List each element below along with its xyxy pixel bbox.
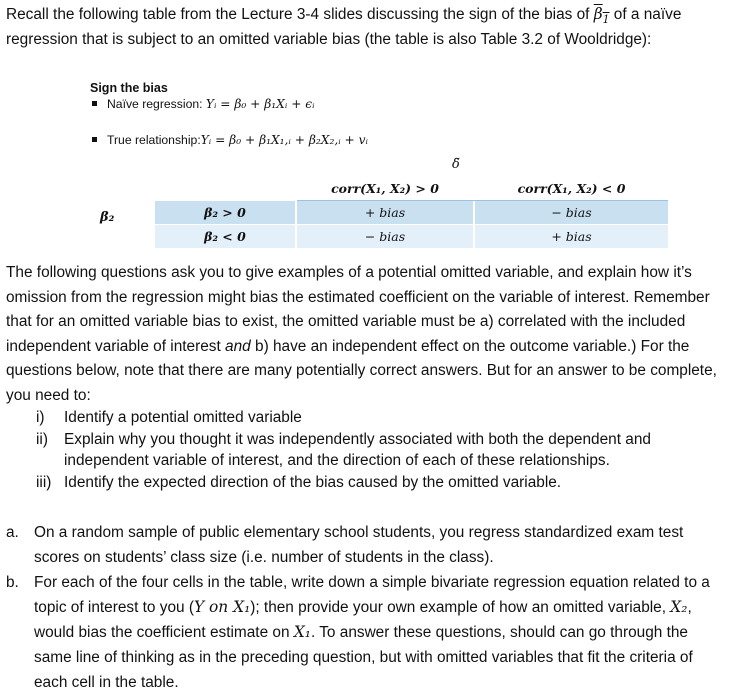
header-corr-positive: corr(X₁, X₂) > 0 (297, 177, 473, 200)
list-marker: iii) (36, 473, 52, 491)
true-relationship-equation: Yᵢ = β₀ + β₁X₁,ᵢ + β₂X₂,ᵢ + vᵢ (200, 133, 368, 147)
list-marker: ii) (36, 430, 48, 448)
bullet2-label: True relationship: (107, 133, 201, 147)
list-item (36, 472, 728, 494)
question-marker: a. (6, 524, 19, 541)
cell-positive-positive: + bias (297, 201, 473, 224)
instructions-text-2: b) have an independent effect on the outcome variable.) For the questions below, note that there are many potentially correct answers. But for an answer to be complete, you need to: (6, 337, 717, 404)
bullet-square-icon (92, 137, 97, 142)
question-b-text-2: ); then provide your own example of how an omitted variable, (250, 599, 671, 616)
list-marker: i) (36, 409, 45, 426)
bullet-square-icon (92, 101, 97, 106)
instructions-and-emphasis: and (225, 337, 251, 355)
slide-title: Sign the bias (90, 81, 168, 95)
list-item-text: Explain why you thought it was independently associated with both the dependent and independent variable of interest, and the direction of each of these relationships. (64, 430, 651, 469)
row-label-beta2-negative: β₂ < 0 (155, 225, 295, 248)
table-row (0, 225, 732, 248)
question-b-text-3: , would bias the coefficient estimate on (34, 599, 692, 641)
table-row (0, 201, 732, 224)
delta-tilde-header: δ̃ (452, 157, 460, 172)
question-a-text: On a random sample of public elementary school students, you regress standardized exam test scores on students’ class size (i.e. number of students in the class). (34, 524, 684, 566)
questions-list (6, 520, 728, 695)
intro-text-2: of a naïve regression that is subject to an omitted variable bias (the table is also Table 3.2 of Wooldridge): (6, 6, 682, 48)
question-b-text-4: . To answer these questions, should can go through the same line of thinking as in the preceding question, but with omitted variables that fit the criteria of each cell in the table. (34, 624, 693, 691)
beta-hat-symbol: $\beta_1$ (593, 5, 610, 27)
list-item (36, 407, 728, 429)
table-header-row (0, 177, 732, 200)
intro-text-1: Recall the following table from the Lecture 3-4 slides discussing the sign of the bias of (6, 6, 594, 23)
question-marker: b. (6, 574, 19, 591)
lecture-slide-excerpt (0, 75, 732, 255)
list-item (36, 429, 728, 472)
row-label-beta2-positive: β₂ > 0 (155, 201, 295, 224)
bullet-true-relationship (92, 133, 368, 147)
x1-symbol: X₁ (293, 623, 311, 641)
bullet1-label: Naïve regression: (107, 97, 206, 111)
header-corr-negative: corr(X₁, X₂) < 0 (475, 177, 668, 200)
beta2-row-label: β₂ (100, 210, 115, 225)
list-item-text: Identify a potential omitted variable (64, 409, 302, 426)
question-a (6, 520, 728, 570)
question-b (6, 570, 728, 695)
cell-negative-negative: + bias (475, 225, 668, 248)
requirements-list (36, 407, 728, 493)
x2-symbol: X₂ (670, 598, 688, 616)
instructions-text-1: The following questions ask you to give examples of a potential omitted variable, and explain how it’s omission from the regression might bias the estimated coefficient on the variable of interest. Remember that for an omitted variable bias to exist, the omitted variable must be a) correlated with the included independent variable of interest (6, 264, 710, 355)
cell-negative-positive: − bias (297, 225, 473, 248)
question-b-text-1: For each of the four cells in the table, write down a simple bivariate regression equation related to a topic of interest to you ( (34, 574, 710, 616)
y-on-x1: Y on X₁ (193, 598, 251, 616)
bullet-naive-regression (92, 97, 315, 111)
naive-regression-equation: Yᵢ = β₀ + β₁Xᵢ + ϵᵢ (205, 97, 315, 111)
list-item-text: Identify the expected direction of the bias caused by the omitted variable. (64, 473, 562, 491)
cell-positive-negative: − bias (475, 201, 668, 224)
intro-paragraph (6, 2, 728, 52)
instructions-paragraph (6, 261, 728, 408)
